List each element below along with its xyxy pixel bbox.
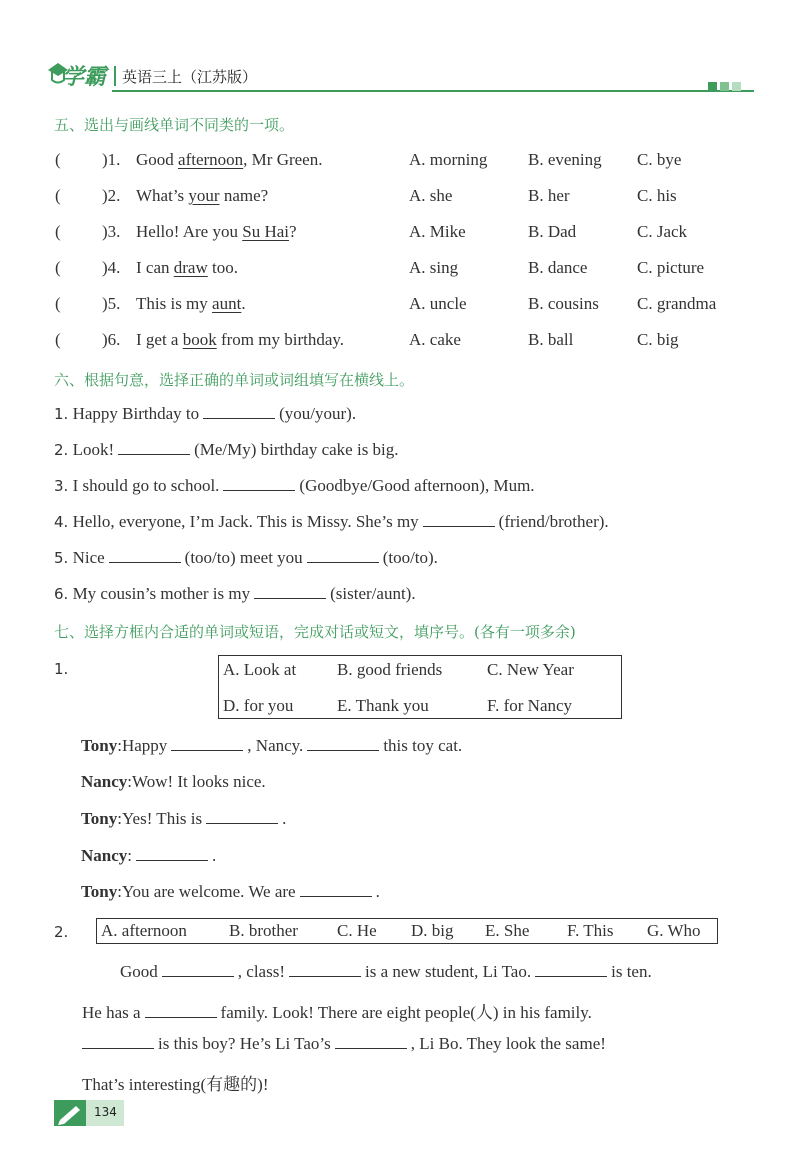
answer-blank[interactable] <box>223 476 295 491</box>
list-item: ( )2. What’s your name? A. she B. her C. his <box>55 186 677 205</box>
speaker: Nancy <box>81 846 128 865</box>
list-item: 1. Happy Birthday to (you/your). <box>54 404 357 423</box>
speaker: Tony <box>81 736 118 755</box>
brand-logo: 学霸 <box>62 65 107 90</box>
dialogue-line: Tony:You are welcome. We are . <box>81 882 380 901</box>
passage-line: is this boy? He’s Li Tao’s , Li Bo. They look the same! <box>82 1034 606 1054</box>
section5-title: 五、选出与画线单词不同类的一项。 <box>54 116 295 134</box>
answer-blank[interactable] <box>307 736 379 751</box>
book-subtitle: 英语三上（江苏版） <box>122 68 258 86</box>
list-item: 6. My cousin’s mother is my (sister/aunt). <box>54 584 416 603</box>
answer-blank[interactable] <box>136 846 208 861</box>
list-item: 2. Look! (Me/My) birthday cake is big. <box>54 440 399 459</box>
pencil-icon <box>54 1100 86 1126</box>
list-item: 5. Nice (too/to) meet you (too/to). <box>54 548 438 567</box>
passage-line: He has a family. Look! There are eight people(人) in his family. <box>82 1003 592 1022</box>
header-rule <box>112 90 754 92</box>
section7-title: 七、选择方框内合适的单词或短语，完成对话或短文，填序号。(各有一项多余) <box>54 623 576 641</box>
answer-blank[interactable] <box>118 440 190 455</box>
list-item: 4. Hello, everyone, I’m Jack. This is Missy. She’s my (friend/brother). <box>54 512 609 531</box>
list-item: ( )5. This is my aunt. A. uncle B. cousins C. grandma <box>55 294 717 313</box>
dialogue-line: Nancy: . <box>81 846 217 865</box>
list-item: ( )6. I get a book from my birthday. A. cake B. ball C. big <box>55 330 679 349</box>
list-item: ( )4. I can draw too. A. sing B. dance C. picture <box>55 258 705 277</box>
passage-line: Good , class! is a new student, Li Tao. is ten. <box>120 962 652 981</box>
dialogue-line: Nancy:Wow! It looks nice. <box>81 772 266 791</box>
list-item: 3. I should go to school. (Goodbye/Good afternoon), Mum. <box>54 476 535 495</box>
answer-blank[interactable] <box>203 404 275 419</box>
answer-blank[interactable] <box>300 882 372 897</box>
question-number: 2. <box>54 923 69 941</box>
answer-blank[interactable] <box>423 512 495 527</box>
answer-blank[interactable] <box>82 1034 154 1049</box>
speaker: Tony <box>81 809 118 828</box>
dialogue-line: Tony:Happy , Nancy. this toy cat. <box>81 736 463 755</box>
page-number: 134 <box>94 1105 117 1119</box>
passage-line: That’s interesting(有趣的)! <box>82 1075 269 1094</box>
word-bank-box: A. Look at B. good friends C. New Year D. for you E. Thank you F. for Nancy <box>218 655 622 719</box>
dialogue-line: Tony:Yes! This is . <box>81 809 287 828</box>
answer-blank[interactable] <box>535 962 607 977</box>
answer-blank[interactable] <box>109 548 181 563</box>
word-bank-box: A. afternoon B. brother C. He D. big E. She F. This G. Who <box>96 918 718 944</box>
answer-blank[interactable] <box>162 962 234 977</box>
speaker: Nancy <box>81 772 128 791</box>
section7-note: (各有一项多余) <box>474 623 576 641</box>
list-item: ( )3. Hello! Are you Su Hai? A. Mike B. Dad C. Jack <box>55 222 688 241</box>
answer-blank[interactable] <box>335 1034 407 1049</box>
answer-blank[interactable] <box>206 809 278 824</box>
answer-blank[interactable] <box>145 1003 217 1018</box>
question-number: 1. <box>54 660 69 678</box>
header-divider <box>114 66 116 86</box>
answer-blank[interactable] <box>171 736 243 751</box>
answer-blank[interactable] <box>254 584 326 599</box>
header-squares <box>708 76 741 95</box>
answer-blank[interactable] <box>307 548 379 563</box>
answer-blank[interactable] <box>289 962 361 977</box>
speaker: Tony <box>81 882 118 901</box>
list-item: ( )1. Good afternoon, Mr Green. A. morning B. evening C. bye <box>55 150 682 169</box>
section6-title: 六、根据句意，选择正确的单词或词组填写在横线上。 <box>54 371 415 389</box>
